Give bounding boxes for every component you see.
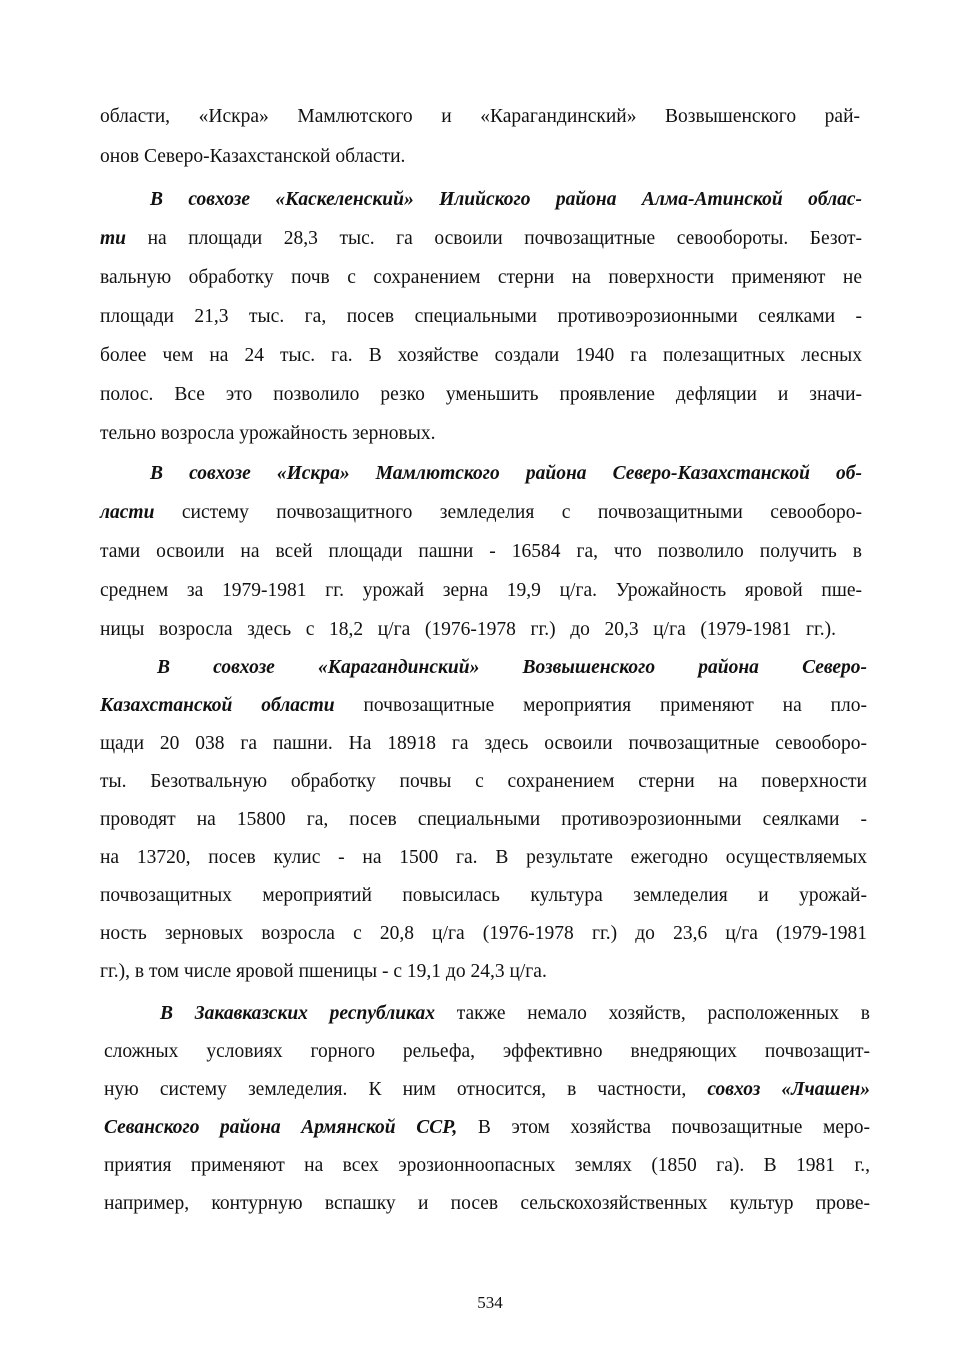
text-line-13: среднем за 1979-1981 гг. урожай зерна 19,9 ц/га. Урожайность яровой пше- [100,580,862,601]
text-line-26: ную систему земледелия. К ним относится, в частности, совхоз «Лчашен» [104,1079,871,1100]
text-line-9: тельно возросла урожайность зерновых. [100,423,436,444]
text-line-21: почвозащитных мероприятий повысилась культура земледелия и урожай- [100,885,867,906]
text-line-27: Севанского района Армянской ССР, В этом хозяйства почвозащитные меро- [104,1117,870,1138]
text-line-29: например, контурную вспашку и посев сельскохозяйственных культур прове- [104,1193,870,1214]
text-line-3: В совхозе «Каскеленский» Илийского района Алма-Атинской облас- [150,189,862,210]
text-line-18: ты. Безотвальную обработку почвы с сохранением стерни на поверхности [100,771,867,792]
text-line-4: ти на площади 28,3 тыс. га освоили почвозащитные севообороты. Безот- [100,228,862,249]
text-line-6: площади 21,3 тыс. га, посев специальными противоэрозионными сеялками - [100,306,862,327]
text-line-5: вальную обработку почв с сохранением стерни на поверхности применяют не [100,267,862,288]
text-line-25: сложных условиях горного рельефа, эффективно внедряющих почвозащит- [104,1041,870,1062]
page-number: 534 [477,1293,503,1312]
text-line-20: на 13720, посев кулис - на 1500 га. В результате ежегодно осуществляемых [100,847,867,868]
text-line-11: ласти систему почвозащитного земледелия с почвозащитными севооборо- [100,502,862,523]
text-line-22: ность зерновых возросла с 20,8 ц/га (1976-1978 гг.) до 23,6 ц/га (1979-1981 [100,923,867,944]
text-line-12: тами освоили на всей площади пашни - 16584 га, что позволило получить в [100,541,862,562]
text-line-15: В совхозе «Карагандинский» Возвышенского района Северо- [157,657,867,678]
text-line-10: В совхозе «Искра» Мамлютского района Северо-Казахстанской об- [150,463,862,484]
text-line-7: более чем на 24 тыс. га. В хозяйстве создали 1940 га полезащитных лесных [100,345,862,366]
line-26-bold-tail: совхоз «Лчашен» [707,1079,871,1100]
text-line-2: онов Северо-Казахстанской области. [100,146,406,167]
text-line-14: ницы возросла здесь с 18,2 ц/га (1976-1978 гг.) до 20,3 ц/га (1979-1981 гг.). [100,619,836,640]
text-line-24: В Закавказских республиках также немало хозяйств, расположенных в [160,1003,870,1024]
text-line-23: гг.), в том числе яровой пшеницы - с 19,1 до 24,3 ц/га. [100,961,547,982]
text-line-16: Казахстанской области почвозащитные мероприятия применяют на пло- [100,695,867,716]
text-line-19: проводят на 15800 га, посев специальными противоэрозионными сеялками - [100,809,867,830]
text-line-1: области, «Искра» Мамлютского и «Карагандинский» Возвышенского рай- [100,106,860,127]
text-line-8: полос. Все это позволило резко уменьшить проявление дефляции и значи- [100,384,862,405]
text-line-28: приятия применяют на всех эрозионноопасных землях (1850 га). В 1981 г., [104,1155,870,1176]
text-line-17: щади 20 038 га пашни. На 18918 га здесь освоили почвозащитные севооборо- [100,733,867,754]
